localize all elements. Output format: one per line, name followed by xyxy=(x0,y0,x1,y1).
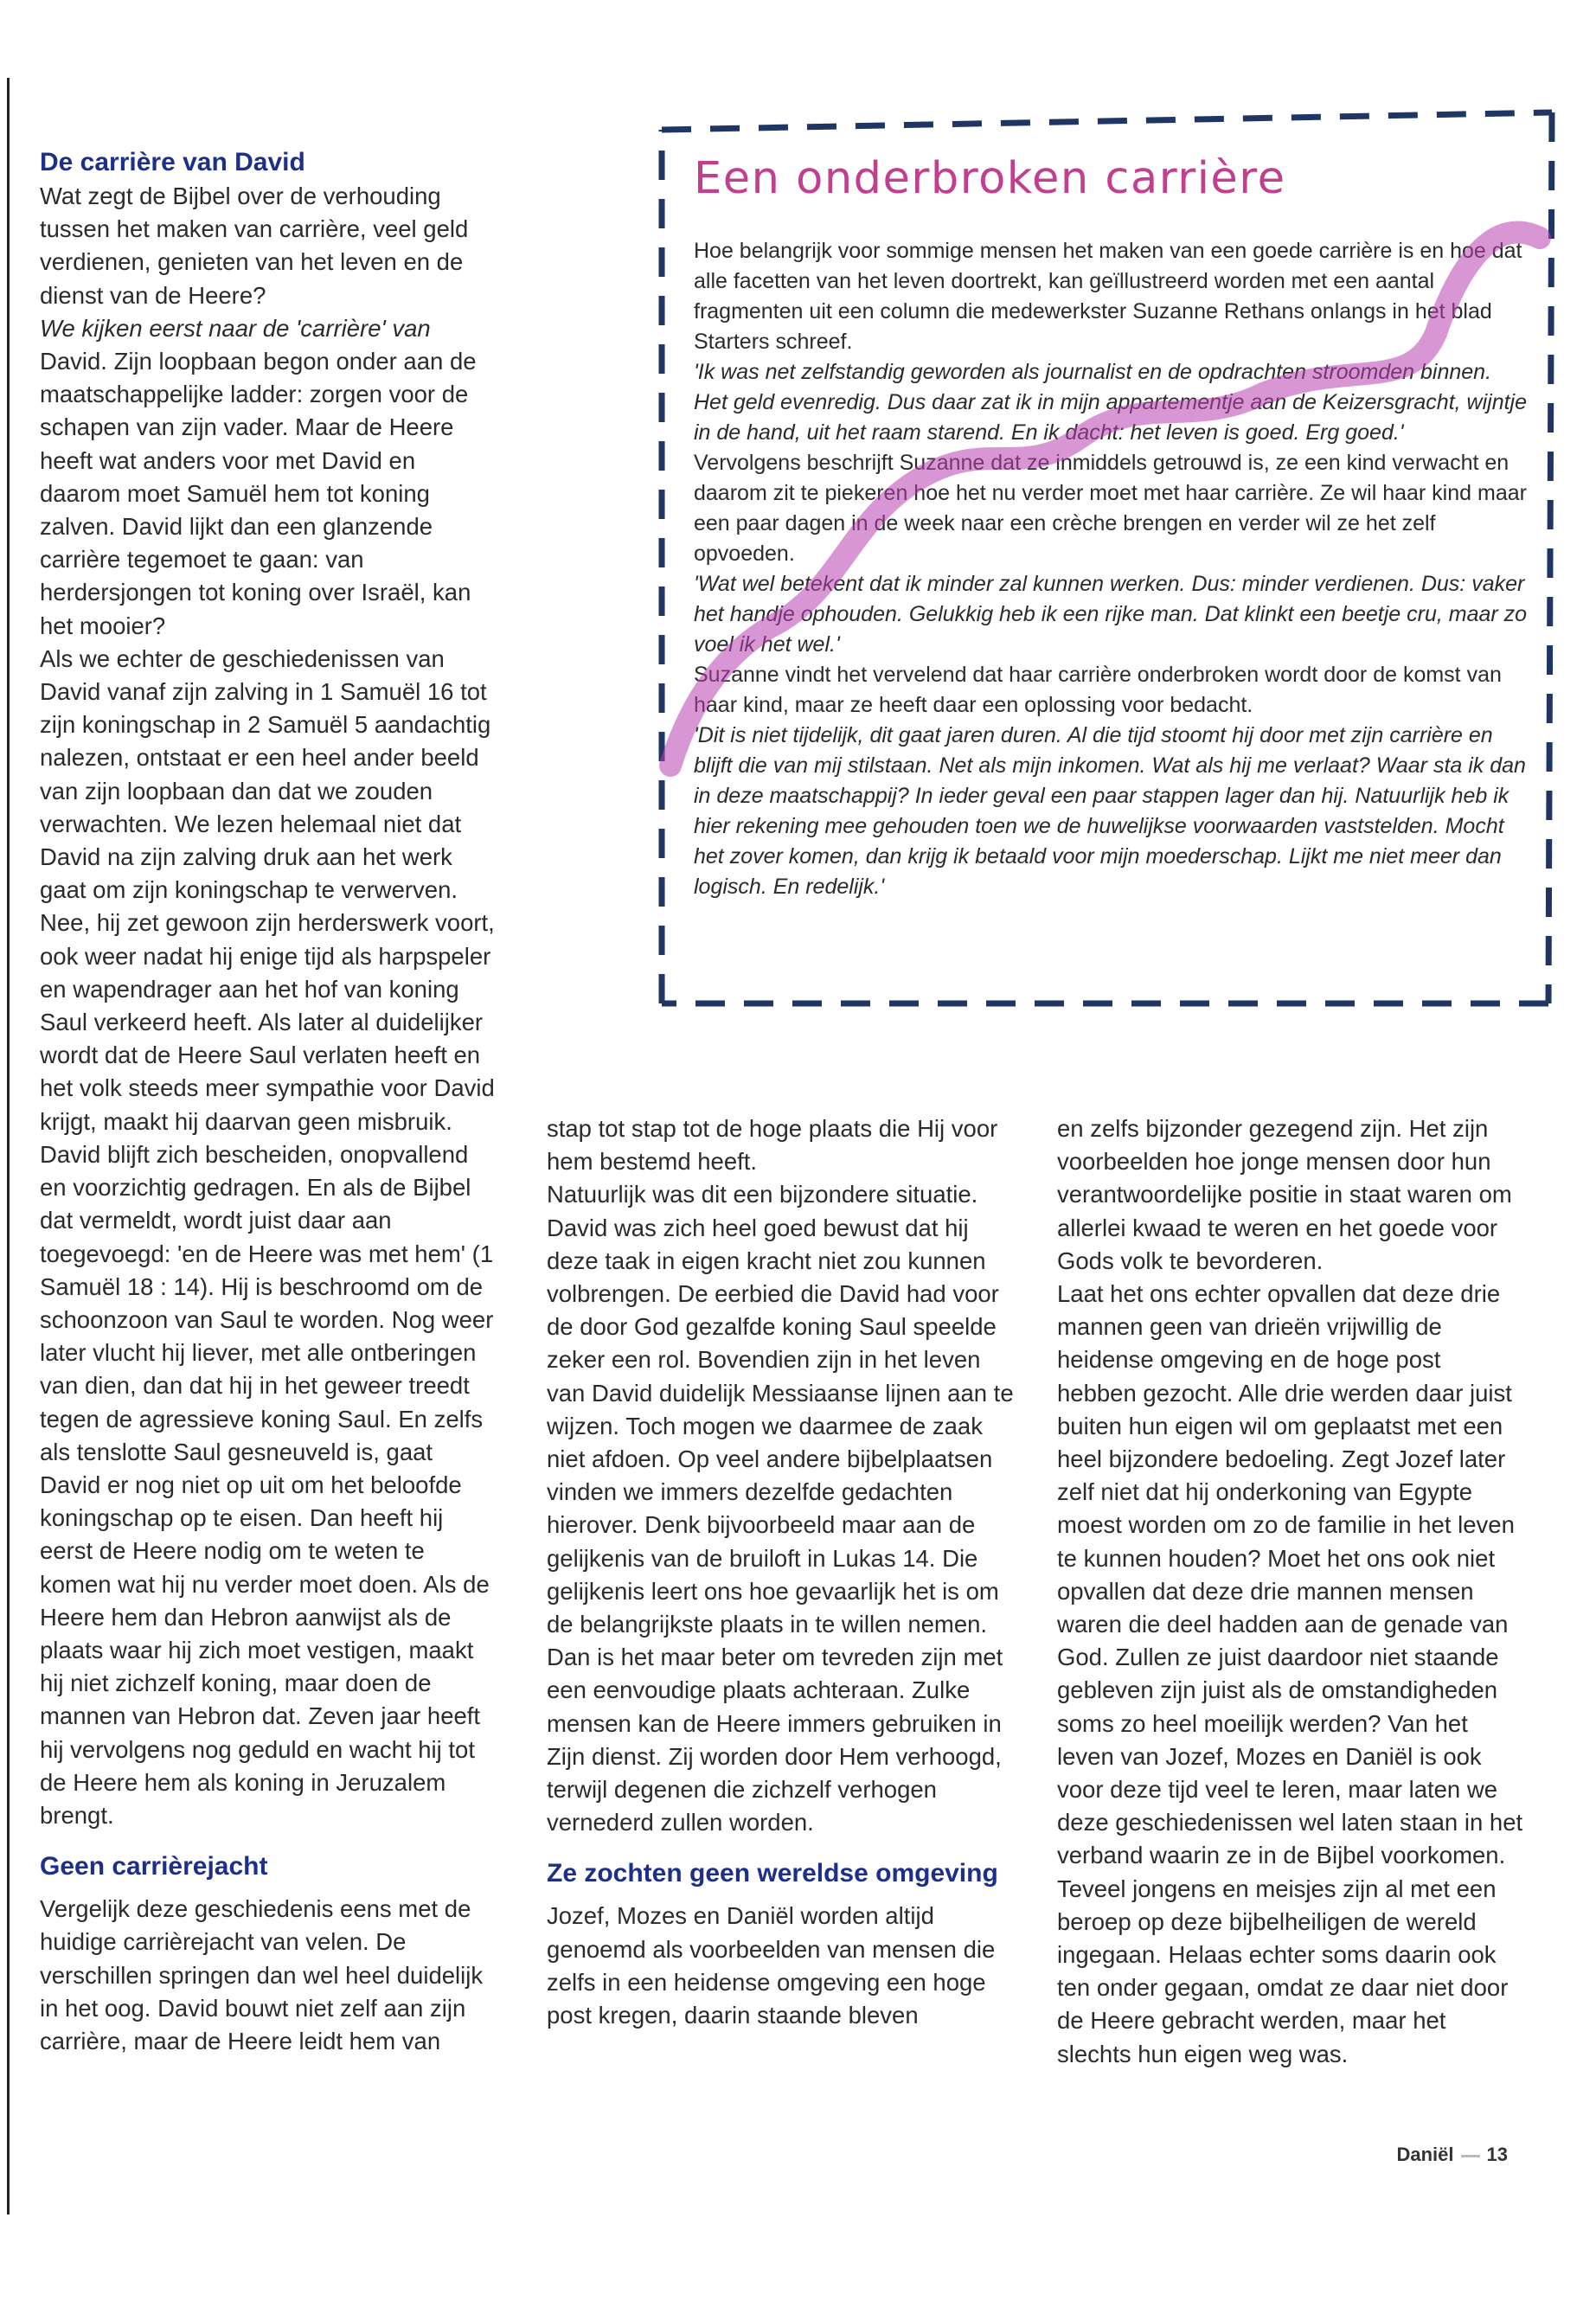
column-1 xyxy=(40,145,498,2058)
heading-de-carriere-van-david: De carrière van David xyxy=(40,148,305,176)
magazine-name: Daniël xyxy=(1396,2144,1454,2165)
col3-paragraph-2: Laat het ons echter opvallen dat deze drie mannen geen van drieën vrijwillig de heidense omgeving en de hoge post hebben gezocht. Alle drie werden daar juist buiten hun eigen wil om geplaatst met een heel bijzondere bedoeling. Zegt Jozef later zelf niet dat hij onderkoning van Egypte moest worden om zo de familie in het leven te kunnen houden? Moet het ons ook niet opvallen dat deze drie mannen mensen waren die deel hadden aan de genade van God. Zullen ze juist daardoor niet staande gebleven zijn juist als de omstandigheden soms zo heel moeilijk werden? Van het leven van Jozef, Mozes en Daniël is ook voor deze tijd veel te leren, maar laten we deze geschiedenissen wel laten staan in het verband waarin ze in de Bijbel voorkomen. Teveel jongens en meisjes zijn al met een beroep op deze bijbelheiligen de wereld ingegaan. Helaas echter soms daarin ook ten onder gegaan, omdat ze daar niet door de Heere gebracht werden, maar het slechts hun eigen weg was. xyxy=(1057,1280,1523,2067)
box-body xyxy=(694,236,1529,902)
col1-paragraph-2 xyxy=(40,312,498,643)
box-quote-1: 'Ik was net zelfstandig geworden als journalist en de opdrachten stroomden binnen. Het geld evenredig. Dus daar zat ik in mijn appartementje aan de Keizersgracht, wijntje in de hand, uit het raam starend. En ik dacht: het leven is goed. Erg goed.' xyxy=(694,360,1528,445)
page-footer xyxy=(1396,2144,1508,2166)
col1-paragraph-2-text: David. Zijn loopbaan begon onder aan de maatschappelijke ladder: zorgen voor de schapen van zijn vader. Maar de Heere heeft wat anders voor met David en daarom moet Samuël hem tot koning zalven. David lijkt dan een glanzende carrière tegemoet te gaan: van herdersjongen tot koning over Israël, kan het mooier? xyxy=(40,348,477,639)
box-quote-3: 'Dit is niet tijdelijk, dit gaat jaren duren. Al die tijd stoomt hij door met zijn carrière en blijft die van mij stilstaan. Net als mijn inkomen. Wat als hij me verlaat? Waar sta ik dan in deze maatschappij? In ieder geval een paar stappen lager dan hij. Natuurlijk heb ik hier rekening mee gehouden toen we de huwelijkse voorwaarden vaststelden. Mocht het zover komen, dan krijg ik betaald voor mijn moederschap. Lijkt me niet meer dan logisch. En redelijk.' xyxy=(694,723,1526,899)
page-edge-rule xyxy=(7,78,10,2214)
page-number: 13 xyxy=(1486,2144,1508,2165)
box-paragraph-1: Hoe belangrijk voor sommige mensen het maken van een goede carrière is en hoe dat alle facetten van het leven doortrekt, kan geïllustreerd worden met een aantal fragmenten uit een column die medewerkster Suzanne Rethans onlangs in het blad Starters schreef. xyxy=(694,239,1522,354)
column-2 xyxy=(547,1112,1014,2032)
col3-paragraph-1: en zelfs bijzonder gezegend zijn. Het zijn voorbeelden hoe jonge mensen door hun verantwoordelijke positie in staat waren om allerlei kwaad te weren en het goede voor Gods volk te bevorderen. xyxy=(1057,1115,1512,1274)
col2-paragraph-1: stap tot stap tot de hoge plaats die Hij voor hem bestemd heeft. xyxy=(547,1115,998,1176)
col1-paragraph-4: Vergelijk deze geschiedenis eens met de huidige carrièrejacht van velen. De verschillen springen dan wel heel duidelijk in het oog. David bouwt niet zelf aan zijn carrière, maar de Heere leidt hem van xyxy=(40,1895,484,2054)
heading-ze-zochten-geen-wereldse-omgeving: Ze zochten geen wereldse omgeving xyxy=(547,1859,998,1888)
col2-paragraph-2: Natuurlijk was dit een bijzondere situatie. David was zich heel goed bewust dat hij deze taak in eigen kracht niet zou kunnen volbrengen. De eerbied die David had voor de door God gezalfde koning Saul speelde zeker een rol. Bovendien zijn in het leven van David duidelijk Messiaanse lijnen aan te wijzen. Toch mogen we daarmee de zaak niet afdoen. Op veel andere bijbelplaatsen vinden we immers dezelfde gedachten hierover. Denk bijvoorbeeld maar aan de gelijkenis van de bruiloft in Lukas 14. Die gelijkenis leert ons hoe gevaarlijk het is om de belangrijkste plaats in te willen nemen. Dan is het maar beter om tevreden zijn met een eenvoudige plaats achteraan. Zulke mensen kan de Heere immers gebruiken in Zijn dienst. Zij worden door Hem verhoogd, terwijl degenen die zichzelf verhogen vernederd zullen worden. xyxy=(547,1181,1014,1836)
box-paragraph-2: Vervolgens beschrijft Suzanne dat ze inmiddels getrouwd is, ze een kind verwacht en daarom zit te piekeren hoe het nu verder moet met haar carrière. Ze wil haar kind maar een paar dagen in de week naar een crèche brengen en verder wil ze het zelf opvoeden. xyxy=(694,451,1527,566)
col1-paragraph-2-italic: We kijken eerst naar de 'carrière' van xyxy=(40,314,431,342)
col1-paragraph-3: Als we echter de geschiedenissen van David vanaf zijn zalving in 1 Samuël 16 tot zijn koningschap in 2 Samuël 5 aandachtig nalezen, ontstaat er een heel ander beeld van zijn loopbaan dan dat we zouden verwachten. We lezen helemaal niet dat David na zijn zalving druk aan het werk gaat om zijn koningschap te verwerven. Nee, hij zet gewoon zijn herderswerk voort, ook weer nadat hij enige tijd als harpspeler en wapendrager aan het hof van koning Saul verkeerd heeft. Als later al duidelijker wordt dat de Heere Saul verlaten heeft en het volk steeds meer sympathie voor David krijgt, maakt hij daarvan geen misbruik. David blijft zich bescheiden, onopvallend en voorzichtig gedragen. En als de Bijbel dat vermeldt, wordt juist daar aan toegevoegd: 'en de Heere was met hem' (1 Samuël 18 : 14). Hij is beschroomd om de schoonzoon van Saul te worden. Nog weer later vlucht hij liever, met alle ontberingen van dien, dan dat hij in het geweer treedt tegen de agressieve koning Saul. En zelfs als tenslotte Saul gesneuveld is, gaat David er nog niet op uit om het beloofde koningschap op te eisen. Dan heeft hij eerst de Heere nodig om te weten te komen wat hij nu verder moet doen. Als de Heere hem dan Hebron aanwijst als de plaats waar hij zich moet vestigen, maakt hij niet zichzelf koning, maar doen de mannen van Hebron dat. Zeven jaar heeft hij vervolgens nog geduld en wacht hij tot de Heere hem als koning in Jeruzalem brengt. xyxy=(40,644,495,1829)
col2-paragraph-3: Jozef, Mozes en Daniël worden altijd genoemd als voorbeelden van mensen die zelfs in een heidense omgeving een hoge post kregen, daarin staande bleven xyxy=(547,1902,996,2029)
heading-geen-carrierejacht: Geen carrièrejacht xyxy=(40,1852,268,1881)
box-title: Een onderbroken carrière xyxy=(694,153,1286,204)
box-quote-2: 'Wat wel betekent dat ik minder zal kunnen werken. Dus: minder verdienen. Dus: vaker het handje ophouden. Gelukkig heb ik een rijke man. Dat klinkt een beetje cru, maar zo voel ik het wel.' xyxy=(694,572,1528,657)
box-paragraph-3: Suzanne vindt het vervelend dat haar carrière onderbroken wordt door de komst van haar kind, maar ze heeft daar een oplossing voor bedacht. xyxy=(694,663,1502,717)
footer-divider xyxy=(1461,2155,1480,2157)
column-3 xyxy=(1057,1112,1524,2071)
col1-paragraph-1: Wat zegt de Bijbel over de verhouding tussen het maken van carrière, veel geld verdienen, genieten van het leven en de dienst van de Heere? xyxy=(40,183,469,309)
sidebar-box xyxy=(657,108,1557,1008)
